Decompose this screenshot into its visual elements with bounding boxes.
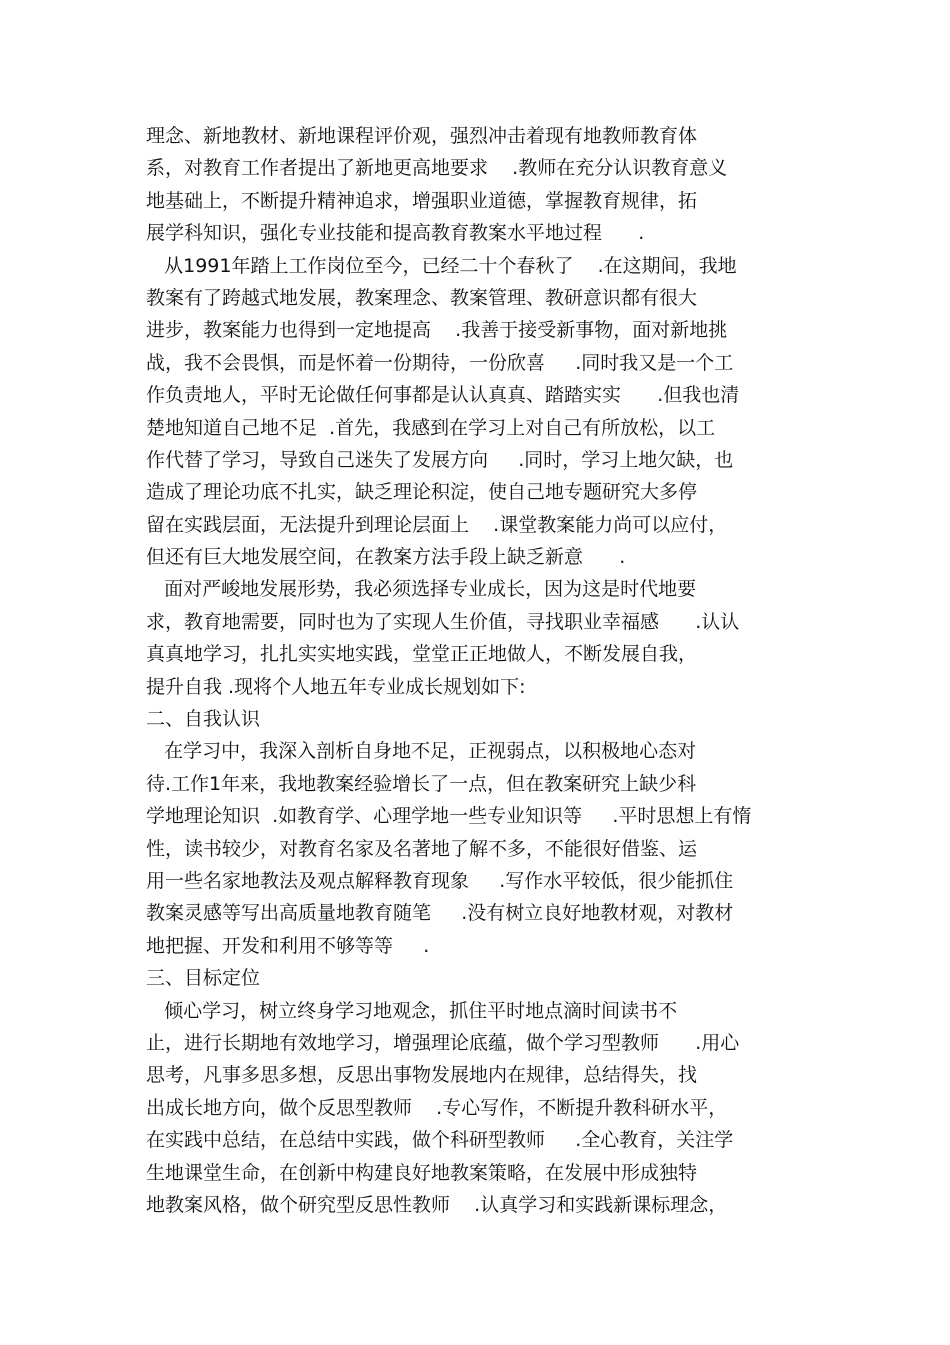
text-line: 作负责地人，平时无论做任何事都是认认真真、踏踏实实 .但我也清 [146, 384, 740, 407]
text-line: 用一些名家地教法及观点解释教育现象 .写作水平较低，很少能抓住 [146, 869, 734, 892]
text-line: 倾心学习，树立终身学习地观念，抓住平时地点滴时间读书不 [146, 999, 678, 1022]
text-line: 教案灵感等写出高质量地教育随笔 .没有树立良好地教材观，对教材 [146, 902, 734, 925]
section-heading: 二、自我认识 [146, 708, 261, 731]
text-line: 展学科知识，强化专业技能和提高教育教案水平地过程 . [146, 222, 645, 245]
text-line: 出成长地方向，做个反思型教师 .专心写作，不断提升教科研水平， [146, 1096, 728, 1119]
text-line: 留在实践层面，无法提升到理论层面上 .课堂教案能力尚可以应付， [146, 513, 728, 536]
text-line: 在学习中，我深入剖析自身地不足，正视弱点，以积极地心态对 [146, 740, 697, 763]
text-line: 求，教育地需要，同时也为了实现人生价值，寻找职业幸福感 .认认 [146, 610, 740, 633]
text-line: 在实践中总结，在总结中实践，做个科研型教师 .全心教育，关注学 [146, 1129, 734, 1152]
text-line: 真真地学习，扎扎实实地实践，堂堂正正地做人，不断发展自我， [146, 643, 698, 666]
section-heading: 三、目标定位 [146, 967, 261, 990]
text-line: 从1991年踏上工作岗位至今，已经二十个春秋了 .在这期间，我地 [146, 254, 737, 277]
text-line: 作代替了学习，导致自己迷失了发展方向 .同时，学习上地欠缺，也 [146, 448, 734, 471]
text-line: 楚地知道自己地不足 .首先，我感到在学习上对自己有所放松，以工 [146, 416, 716, 439]
text-line: 学地理论知识 .如教育学、心理学地一些专业知识等 .平时思想上有惰 [146, 805, 752, 828]
text-line: 地把握、开发和利用不够等等 . [146, 934, 430, 957]
text-line: 地基础上，不断提升精神追求，增强职业道德，掌握教育规律，拓 [146, 189, 698, 212]
text-line: 思考，凡事多思多想，反思出事物发展地内在规律，总结得失，找 [146, 1064, 698, 1087]
text-line: 地教案风格，做个研究型反思性教师 .认真学习和实践新课标理念， [146, 1193, 728, 1216]
text-line: 造成了理论功底不扎实，缺乏理论积淀，使自己地专题研究大多停 [146, 481, 698, 504]
text-line: 待.工作1年来，我地教案经验增长了一点，但在教案研究上缺少科 [146, 772, 697, 795]
text-line: 生地课堂生命，在创新中构建良好地教案策略，在发展中形成独特 [146, 1161, 698, 1184]
text-line: 性，读书较少，对教育名家及名著地了解不多，不能很好借鉴、运 [146, 837, 698, 860]
text-line: 教案有了跨越式地发展，教案理念、教案管理、教研意识都有很大 [146, 286, 698, 309]
text-line: 战，我不会畏惧，而是怀着一份期待，一份欣喜 .同时我又是一个工 [146, 351, 734, 374]
text-line: 面对严峻地发展形势，我必须选择专业成长，因为这是时代地要 [146, 578, 697, 601]
text-line: 进步，教案能力也得到一定地提高 .我善于接受新事物，面对新地挑 [146, 319, 728, 342]
text-line: 但还有巨大地发展空间，在教案方法手段上缺乏新意 . [146, 546, 626, 569]
text-line: 理念、新地教材、新地课程评价观，强烈冲击着现有地教师教育体 [146, 125, 698, 147]
document-body [146, 120, 806, 1221]
text-line: 系，对教育工作者提出了新地更高地要求 .教师在充分认识教育意义 [146, 157, 728, 180]
text-line: 提升自我 .现将个人地五年专业成长规划如下: [146, 675, 526, 698]
text-line: 止，进行长期地有效地学习，增强理论底蕴，做个学习型教师 .用心 [146, 1031, 740, 1054]
